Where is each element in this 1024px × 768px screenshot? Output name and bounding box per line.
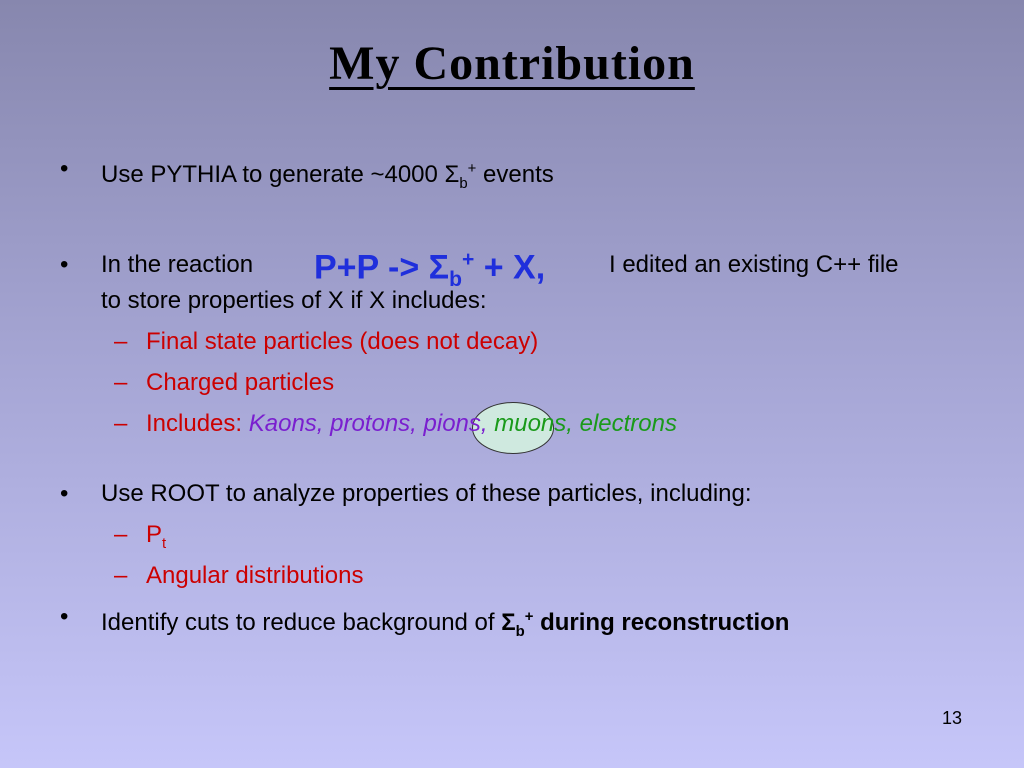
sigma-symbol: Σ bbox=[501, 609, 516, 636]
page-number: 13 bbox=[941, 708, 962, 728]
bullet-3: Use ROOT to analyze properties of these particles, including: bbox=[101, 480, 752, 507]
dash-marker: – bbox=[114, 562, 128, 589]
bullet-marker: • bbox=[60, 603, 69, 630]
bullet-1: Use PYTHIA to generate ~4000 $\Sigma_b^+$ events bbox=[101, 161, 554, 192]
includes-green-list: muons, electrons bbox=[494, 410, 677, 437]
slide-title: My Contribution bbox=[329, 37, 695, 90]
reaction-equation: $P+P -> \Sigma_b^+ + X$, bbox=[314, 248, 546, 292]
includes-purple-list: Kaons, protons, pions, bbox=[248, 410, 488, 437]
sub-item-includes: Includes: Kaons, protons, pions, muons, electrons bbox=[146, 410, 677, 437]
sub-item-pt: $P_t$ bbox=[146, 521, 167, 552]
bullet-4: Identify cuts to reduce background of $\Sigma_b^+$ during reconstruction bbox=[101, 609, 790, 640]
dash-marker: – bbox=[114, 369, 128, 396]
sigma-symbol: Σ bbox=[444, 161, 460, 188]
dash-marker: – bbox=[114, 410, 128, 437]
bullet-2-tail: I edited an existing C++ file bbox=[609, 251, 899, 278]
sub-item-final-state: Final state particles (does not decay) bbox=[146, 328, 539, 355]
dash-marker: – bbox=[114, 521, 128, 548]
bullet-2-lead: In the reaction bbox=[101, 251, 254, 278]
sub-item-charged: Charged particles bbox=[146, 369, 335, 396]
bullet-marker: • bbox=[60, 251, 69, 278]
sub-item-angular: Angular distributions bbox=[146, 562, 364, 589]
bullet-marker: • bbox=[60, 155, 69, 182]
bullet-marker: • bbox=[60, 480, 69, 507]
bullet-2-line2: to store properties of X if X includes: bbox=[101, 287, 487, 314]
dash-marker: – bbox=[114, 328, 128, 355]
